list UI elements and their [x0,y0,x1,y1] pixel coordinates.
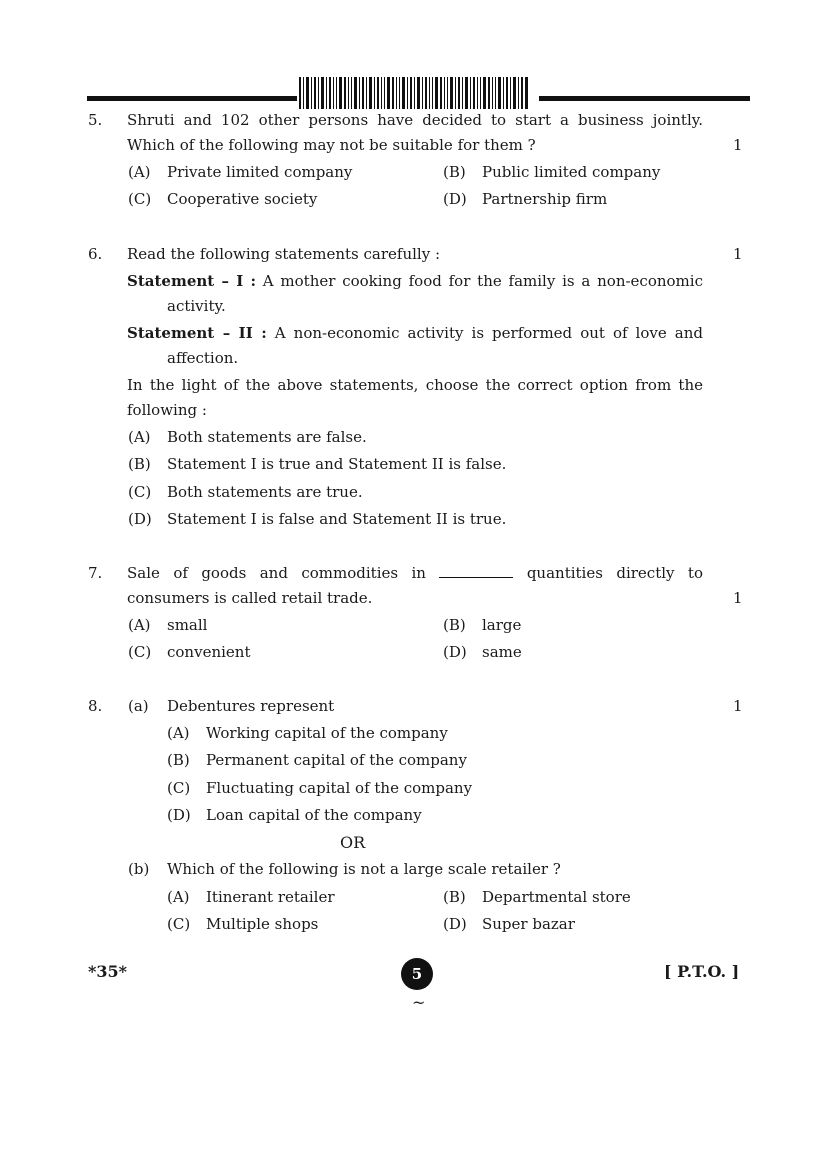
q7-option-c-letter: (C) [128,643,152,661]
q8a-option-c-letter: (C) [167,779,191,797]
q5-marks: 1 [733,136,743,154]
q8b-option-d-letter: (D) [443,915,467,933]
q6-statement1-label: Statement – I : [127,272,256,290]
q6-option-b-letter: (B) [128,455,151,473]
q8a-option-b-letter: (B) [167,751,190,769]
q8a-option-a-text: Working capital of the company [206,724,448,742]
q7-marks: 1 [733,589,743,607]
q8b-option-b-letter: (B) [443,888,466,906]
q6-statement1-line2: activity. [167,297,226,315]
q7-option-b-text: large [482,616,522,634]
q5-option-c-text: Cooperative society [167,190,318,208]
q5-number: 5. [88,111,103,129]
q6-choose-line1: In the light of the above statements, choose the correct option from the [127,376,703,394]
q5-option-c-letter: (C) [128,190,152,208]
q6-option-d-letter: (D) [128,510,152,528]
q7-line2: consumers is called retail trade. [127,589,373,607]
q8b-option-b-text: Departmental store [482,888,631,906]
q5-option-b-text: Public limited company [482,163,661,181]
q5-option-d-text: Partnership firm [482,190,608,208]
header-rule-left [87,96,297,101]
q8a-option-d-letter: (D) [167,806,191,824]
q8-marks: 1 [733,697,743,715]
q5-option-d-letter: (D) [443,190,467,208]
q8-part-a-label: (a) [128,697,149,715]
q8a-option-c-text: Fluctuating capital of the company [206,779,473,797]
q6-option-b-text: Statement I is true and Statement II is false. [167,455,507,473]
q6-choose-line2: following : [127,401,207,419]
q5-line1: Shruti and 102 other persons have decided to start a business jointly. [127,111,703,129]
q8b-option-c-text: Multiple shops [206,915,319,933]
q7-blank [439,565,513,578]
q6-option-a-text: Both statements are false. [167,428,367,446]
q7-line1 [127,564,703,582]
q6-option-c-text: Both statements are true. [167,483,363,501]
q8b-option-c-letter: (C) [167,915,191,933]
q8b-option-a-letter: (A) [167,888,190,906]
q7-option-c-text: convenient [167,643,251,661]
q6-statement2-label: Statement – II : [127,324,267,342]
q8-number: 8. [88,697,103,715]
q8b-option-a-text: Itinerant retailer [206,888,335,906]
q6-statement2-text: A non-economic activity is performed out of love and [274,324,703,342]
barcode-image [299,77,528,109]
q7-option-d-letter: (D) [443,643,467,661]
q6-option-d-text: Statement I is false and Statement II is true. [167,510,507,528]
q7-option-b-letter: (B) [443,616,466,634]
q8a-option-b-text: Permanent capital of the company [206,751,467,769]
q5-option-b-letter: (B) [443,163,466,181]
q8a-option-d-text: Loan capital of the company [206,806,422,824]
q7-line1-end: quantities directly to [526,564,703,582]
q7-line1-start: Sale of goods and commodities in [127,564,426,582]
q6-option-a-letter: (A) [128,428,151,446]
q6-number: 6. [88,245,103,263]
header-rule-right [539,96,750,101]
paper-code: *35* [88,962,127,981]
q8-part-a-text: Debentures represent [167,697,335,715]
q5-line2: Which of the following may not be suitable for them ? [127,136,536,154]
q7-option-a-text: small [167,616,208,634]
q7-number: 7. [88,564,103,582]
q8a-option-a-letter: (A) [167,724,190,742]
q6-intro: Read the following statements carefully : [127,245,441,263]
q7-option-a-letter: (A) [128,616,151,634]
q6-marks: 1 [733,245,743,263]
q5-option-a-letter: (A) [128,163,151,181]
q6-statement1-line1 [127,272,703,290]
q8-part-b-label: (b) [128,860,150,878]
pto-label: [ P.T.O. ] [664,962,740,981]
q6-statement2-line1 [127,324,703,342]
page-number: 5 [401,958,433,990]
q6-statement2-line2: affection. [167,349,239,367]
q5-option-a-text: Private limited company [167,163,353,181]
q8-part-b-text: Which of the following is not a large scale retailer ? [167,860,561,878]
q6-statement1-text: A mother cooking food for the family is a non-economic [262,272,703,290]
q8-or-divider: OR [340,833,366,852]
footer-tilde: ~ [412,993,426,1012]
q8b-option-d-text: Super bazar [482,915,575,933]
q7-option-d-text: same [482,643,522,661]
q6-option-c-letter: (C) [128,483,152,501]
